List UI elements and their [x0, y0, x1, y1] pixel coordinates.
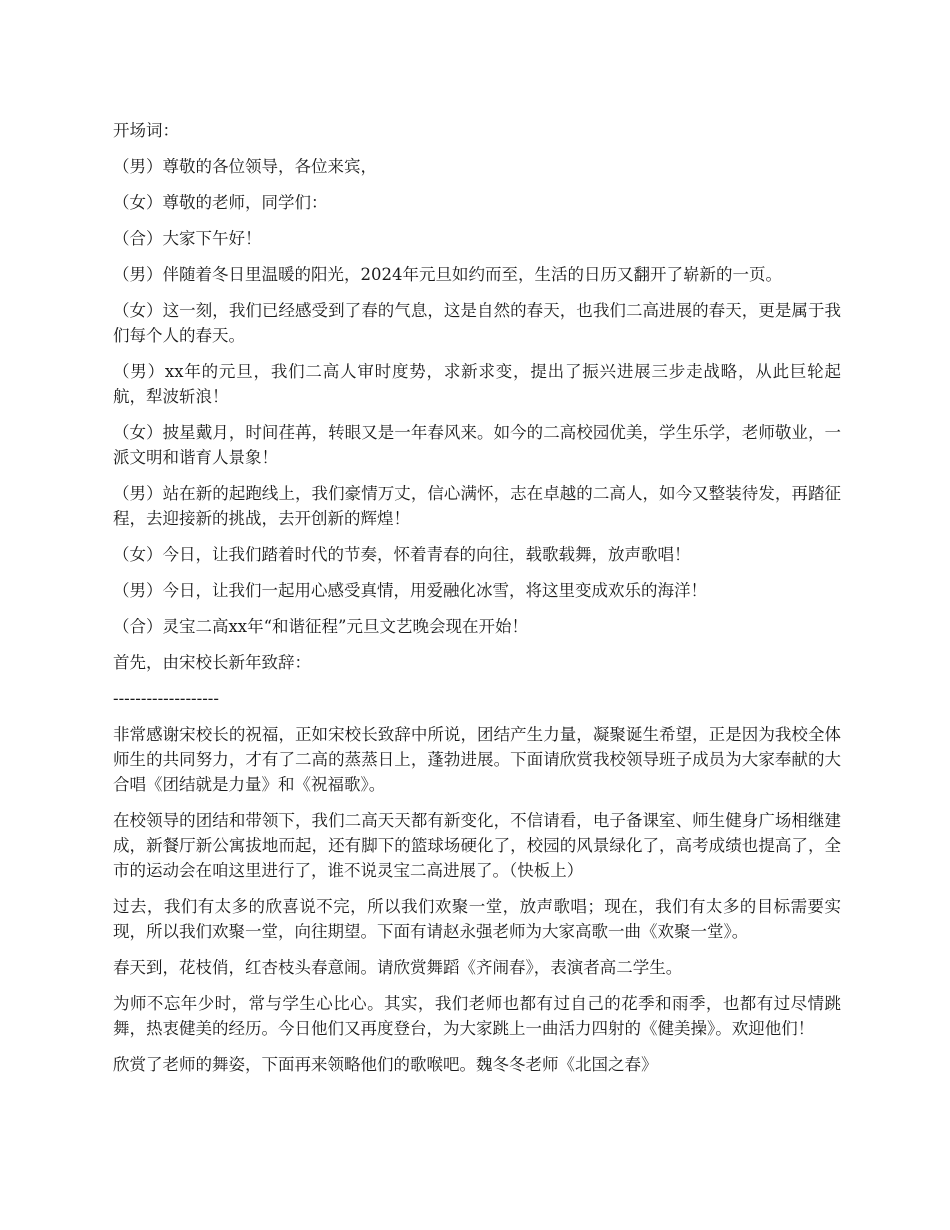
paragraph: （男）今日，让我们一起用心感受真情，用爱融化冰雪，将这里变成欢乐的海洋！	[113, 581, 707, 600]
paragraph: 欣赏了老师的舞姿，下面再来领略他们的歌喉吧。魏冬冬老师《北国之春》	[113, 1055, 658, 1074]
paragraph: 春天到，花枝俏，红杏枝头春意闹。请欣赏舞蹈《齐闹春》，表演者高二学生。	[113, 958, 683, 977]
paragraph: 首先，由宋校长新年致辞：	[113, 653, 311, 672]
paragraph: （女）今日，让我们踏着时代的节奏，怀着青春的向往，载歌载舞，放声歌唱！	[113, 545, 691, 564]
paragraph: （男）尊敬的各位领导，各位来宾，	[113, 157, 377, 176]
paragraph: 非常感谢宋校长的祝福，正如宋校长致辞中所说，团结产生力量，凝聚诞生希望，正是因为我校全体师生的共同努力，才有了二高的蒸蒸日上，蓬勃进展。下面请欣赏我校领导班子成员为大家奉献的大合唱《团结就是力量》和《祝福歌》。	[113, 725, 841, 794]
paragraph: （男）伴随着冬日里温暖的阳光，2024年元旦如约而至，生活的日历又翻开了崭新的一页。	[113, 265, 782, 284]
paragraph: 在校领导的团结和带领下，我们二高天天都有新变化，不信请看，电子备课室、师生健身广场相继建成，新餐厅新公寓拔地而起，还有脚下的篮球场硬化了，校园的风景绿化了，高考成绩也提高了，全市的运动会在咱这里进行了，谁不说灵宝二高进展了。（快板上）	[113, 811, 841, 880]
separator-line: -------------------	[113, 689, 219, 708]
paragraph: （男）站在新的起跑线上，我们豪情万丈，信心满怀，志在卓越的二高人，如今又整装待发，再踏征程，去迎接新的挑战，去开创新的辉煌！	[113, 484, 841, 528]
paragraph: （女）尊敬的老师，同学们：	[113, 193, 328, 212]
paragraph: （合）灵宝二高xx年“和谐征程”元旦文艺晚会现在开始！	[113, 617, 528, 636]
opening-heading: 开场词：	[113, 121, 179, 140]
paragraph: （男）xx年的元旦，我们二高人审时度势，求新求变，提出了振兴进展三步走战略，从此巨轮起航，犁波斩浪！	[113, 362, 841, 406]
document-body	[113, 118, 841, 1088]
paragraph: （女）披星戴月，时间荏苒，转眼又是一年春风来。如今的二高校园优美，学生乐学，老师敬业，一派文明和谐育人景象！	[113, 423, 841, 467]
paragraph: （合）大家下午好！	[113, 229, 262, 248]
paragraph: 为师不忘年少时，常与学生心比心。其实，我们老师也都有过自己的花季和雨季，也都有过尽情跳舞，热衷健美的经历。今日他们又再度登台，为大家跳上一曲活力四射的《健美操》。欢迎他们！	[113, 994, 841, 1038]
paragraph: （女）这一刻，我们已经感受到了春的气息，这是自然的春天，也我们二高进展的春天，更是属于我们每个人的春天。	[113, 301, 841, 345]
paragraph: 过去，我们有太多的欣喜说不完，所以我们欢聚一堂，放声歌唱；现在，我们有太多的目标需要实现，所以我们欢聚一堂，向往期望。下面有请赵永强老师为大家高歌一曲《欢聚一堂》。	[113, 897, 841, 941]
